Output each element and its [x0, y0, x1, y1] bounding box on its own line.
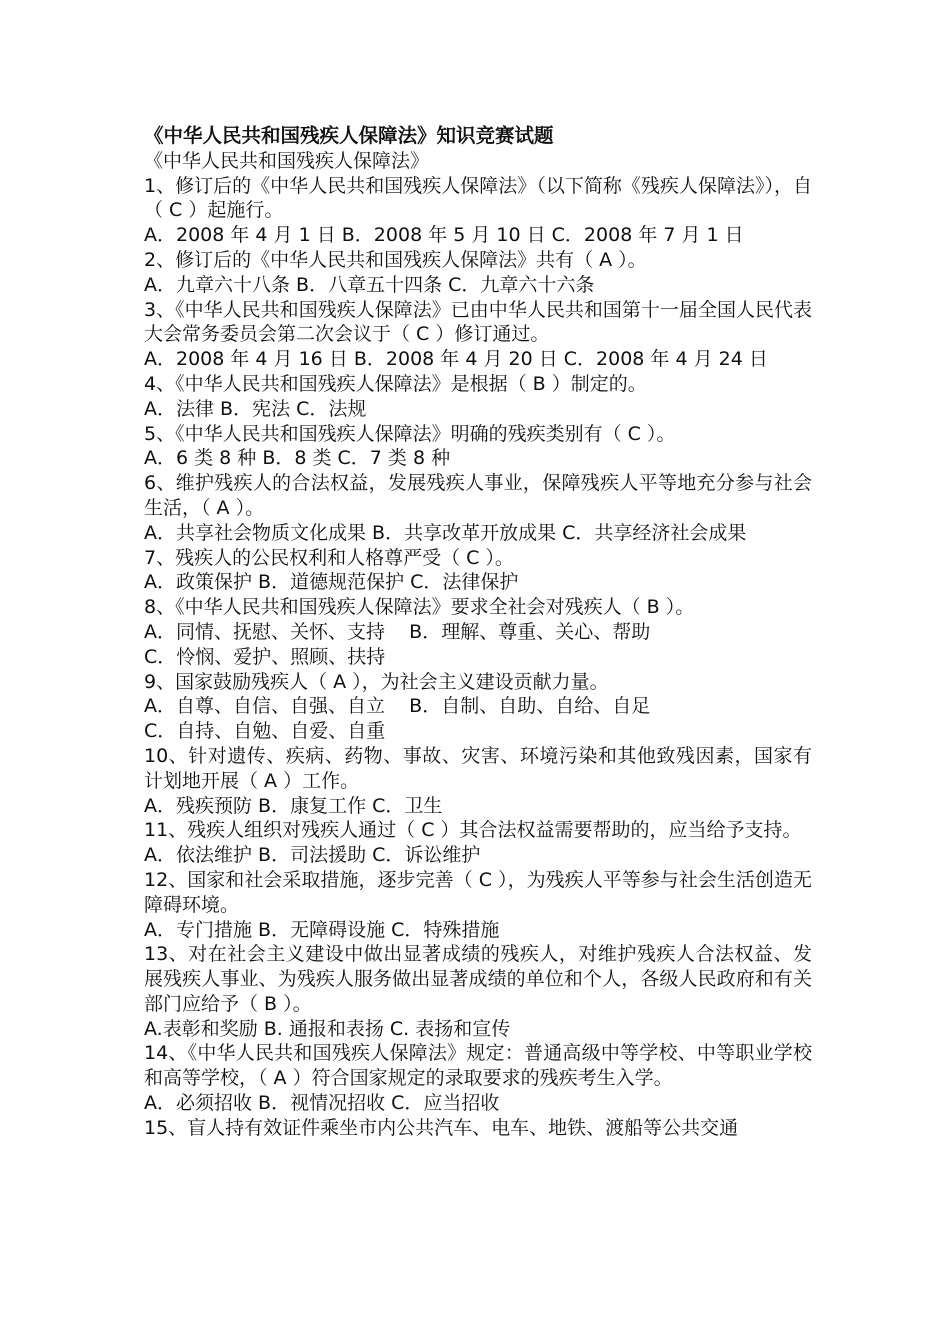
question-11: 11、残疾人组织对残疾人通过（ C ）其合法权益需要帮助的，应当给予支持。	[144, 819, 802, 842]
options-7: A．政策保护 B．道德规范保护 C．法律保护	[144, 571, 519, 594]
question-4: 4、《中华人民共和国残疾人保障法》是根据（ B ）制定的。	[144, 372, 647, 395]
text-line: 《中华人民共和国残疾人保障法》	[144, 149, 430, 172]
question-3: 3、《中华人民共和国残疾人保障法》已由中华人民共和国第十一届全国人民代表大会常务委员会第二次会议于（ C ）修订通过。	[144, 298, 812, 346]
question-15: 15、盲人持有效证件乘坐市内公共汽车、电车、地铁、渡船等公共交通	[144, 1116, 739, 1139]
question-1: 1、修订后的《中华人民共和国残疾人保障法》（以下简称《残疾人保障法》），自（ C ）起施行。	[144, 174, 812, 222]
options-8-ab: A．同情、抚慰、关怀、支持 B．理解、尊重、关心、帮助	[144, 620, 651, 643]
question-10: 10、针对遗传、疾病、药物、事故、灾害、环境污染和其他致残因素，国家有计划地开展（ A ）工作。	[144, 744, 812, 792]
question-6: 6、维护残疾人的合法权益，发展残疾人事业，保障残疾人平等地充分参与社会生活，（ A ）。	[144, 472, 812, 519]
options-14: A．必须招收 B．视情况招收 C．应当招收	[144, 1092, 500, 1115]
options-9-c: C．自持、自勉、自爱、自重	[144, 720, 386, 743]
options-6: A．共享社会物质文化成果 B．共享改革开放成果 C．共享经济社会成果	[144, 521, 747, 544]
options-3: A．2008 年 4 月 16 日 B．2008 年 4 月 20 日 C．2008 年 4 月 24 日	[144, 348, 768, 371]
question-12: 12、国家和社会采取措施，逐步完善（ C ），为残疾人平等参与社会生活创造无障碍环境。	[144, 868, 812, 916]
question-5: 5、《中华人民共和国残疾人保障法》明确的残疾类别有（ C ）。	[144, 422, 676, 445]
question-9: 9、国家鼓励残疾人（ A ），为社会主义建设贡献力量。	[144, 670, 609, 693]
options-4: A．法律 B．宪法 C．法规	[144, 397, 367, 420]
question-7: 7、残疾人的公民权利和人格尊严受（ C ）。	[144, 546, 514, 569]
options-1: A．2008 年 4 月 1 日 B．2008 年 5 月 10 日 C．2008 年 7 月 1 日	[144, 224, 744, 247]
options-2: A．九章六十八条 B．八章五十四条 C．九章六十六条	[144, 273, 595, 296]
options-5: A．6 类 8 种 B．8 类 C．7 类 8 种	[144, 447, 451, 470]
options-11: A．依法维护 B．司法援助 C．诉讼维护	[144, 844, 481, 867]
options-8-c: C．怜悯、爱护、照顾、扶持	[144, 645, 386, 668]
question-14: 14、《中华人民共和国残疾人保障法》规定：普通高级中等学校、中等职业学校和高等学校，（ A ）符合国家规定的录取要求的残疾考生入学。	[144, 1042, 812, 1090]
options-12: A．专门措施 B．无障碍设施 C．特殊措施	[144, 918, 500, 941]
question-2: 2、修订后的《中华人民共和国残疾人保障法》共有（ A ）。	[144, 248, 647, 271]
document-body	[144, 124, 812, 1141]
document-title: 《中华人民共和国残疾人保障法》知识竞赛试题	[144, 124, 554, 147]
options-10: A．残疾预防 B．康复工作 C．卫生	[144, 794, 443, 817]
options-9-ab: A．自尊、自信、自强、自立 B．自制、自助、自给、自足	[144, 695, 651, 718]
question-13: 13、对在社会主义建设中做出显著成绩的残疾人，对维护残疾人合法权益、发展残疾人事业、为残疾人服务做出显著成绩的单位和个人，各级人民政府和有关部门应给予（ B ）。	[144, 943, 812, 1015]
question-8: 8、《中华人民共和国残疾人保障法》要求全社会对残疾人（ B ）。	[144, 596, 695, 619]
options-13: A.表彰和奖励 B. 通报和表扬 C. 表扬和宣传	[144, 1017, 511, 1040]
